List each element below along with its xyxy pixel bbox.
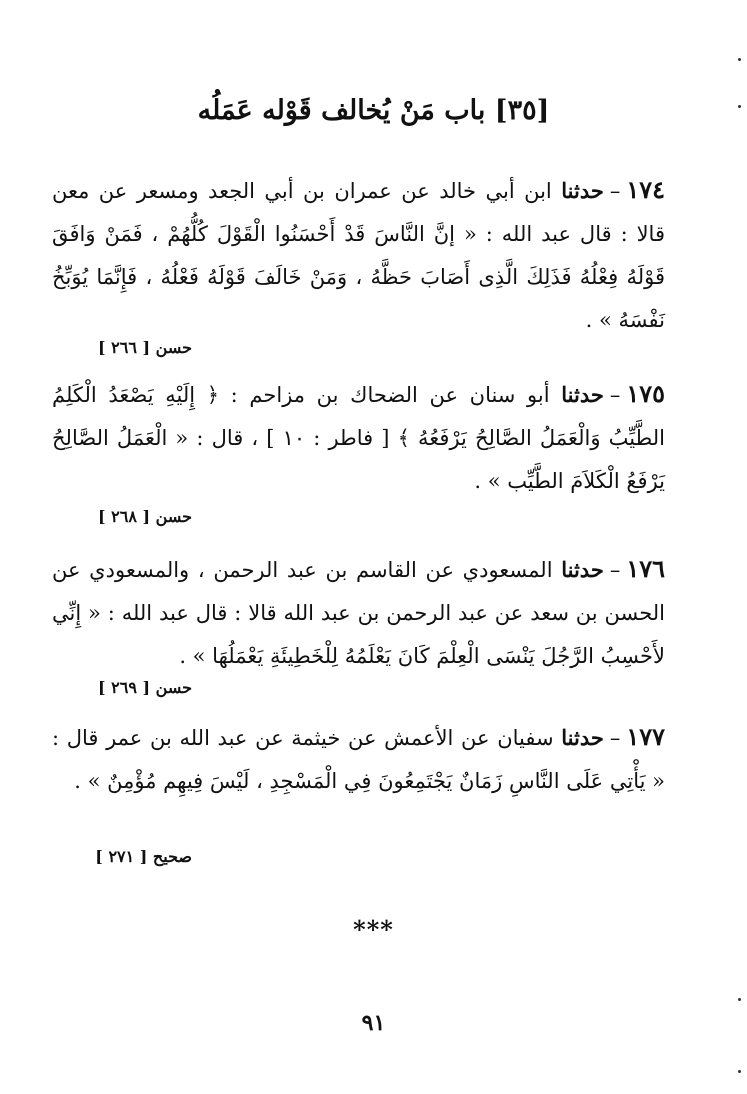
- hadith-grade: حسن [ ٢٦٨ ]: [98, 507, 192, 526]
- hadith-lead: حدثنا: [561, 557, 604, 582]
- hadith-grade: حسن [ ٢٦٩ ]: [98, 678, 192, 697]
- hadith-text: ابن أبي خالد عن عمران بن أبي الجعد ومسعر عن معن قالا : قال عبد الله : « إنَّ النَّاسَ قَدْ أَحْسَنُوا الْقَوْلَ كُلُّهُمْ ، فَمَنْ وَافَقَ قَوْلَهُ فِعْلُهُ فَذَلِكَ الَّذِى أَصَابَ حَظَّهُ ، وَمَنْ خَالَفَ قَوْلَهُ فَعْلُهُ ، فَإِنَّمَا يُوَبِّخُ نَفْسَهُ » .: [52, 179, 665, 332]
- scan-mark: [738, 58, 741, 61]
- scan-mark: [738, 1070, 741, 1073]
- hadith-number: ١٧٦: [626, 554, 665, 583]
- hadith-grade: صحيح [ ٢٧١ ]: [95, 847, 192, 866]
- hadith-177: ١٧٧–حدثنا سفيان عن الأعمش عن خيثمة عن عبد الله بن عمر قال : « يَأْتِي عَلَى النَّاسِ زَمَانٌ يَجْتَمِعُونَ فِي الْمَسْجِدِ ، لَيْسَ فِيهِم مُؤْمِنٌ » .: [52, 722, 665, 793]
- hadith-175: ١٧٥–حدثنا أبو سنان عن الضحاك بن مزاحم : ﴿ إِلَيْهِ يَصْعَدُ الْكَلِمُ الطَّيِّبُ وَالْعَمَلُ الصَّالِحُ يَرْفَعُهُ ﴾ [ فاطر : ١٠ ] ، قال : « الْعَمَلُ الصَّالِحُ يَرْفَعُ الْكَلاَمَ الطَّيِّب » .: [52, 379, 665, 493]
- hadith-lead: حدثنا: [561, 382, 604, 407]
- hadith-text: سفيان عن الأعمش عن خيثمة عن عبد الله بن عمر قال : « يَأْتِي عَلَى النَّاسِ زَمَانٌ يَجْتَمِعُونَ فِي الْمَسْجِدِ ، لَيْسَ فِيهِم مُؤْمِنٌ » .: [52, 726, 665, 793]
- hadith-number: ١٧٥: [626, 379, 665, 408]
- hadith-grade: حسن [ ٢٦٦ ]: [98, 338, 192, 357]
- scan-mark: [738, 105, 741, 108]
- hadith-number: ١٧٤: [626, 175, 665, 204]
- hadith-number: ١٧٧: [626, 722, 665, 751]
- scan-mark: [738, 998, 741, 1001]
- hadith-text: المسعودي عن القاسم بن عبد الرحمن ، والمسعودي عن الحسن بن سعد عن عبد الرحمن بن عبد الله قالا : قال عبد الله : « إِنِّي لأَحْسِبُ الرَّجُلَ يَنْسَى الْعِلْمَ كَانَ يَعْلَمُهُ لِلْخَطِيئَةِ يَعْمَلُهَا » .: [52, 558, 665, 668]
- hadith-lead: حدثنا: [561, 178, 604, 203]
- chapter-title: [٣٥] باب مَنْ يُخالف قَوْله عَمَلُه: [197, 95, 550, 126]
- hadith-176: ١٧٦–حدثنا المسعودي عن القاسم بن عبد الرحمن ، والمسعودي عن الحسن بن سعد عن عبد الرحمن بن عبد الله قالا : قال عبد الله : « إِنِّي لأَحْسِبُ الرَّجُلَ يَنْسَى الْعِلْمَ كَانَ يَعْلَمُهُ لِلْخَطِيئَةِ يَعْمَلُهَا » .: [52, 554, 665, 668]
- hadith-text: أبو سنان عن الضحاك بن مزاحم : ﴿ إِلَيْهِ يَصْعَدُ الْكَلِمُ الطَّيِّبُ وَالْعَمَلُ الصَّالِحُ يَرْفَعُهُ ﴾ [ فاطر : ١٠ ] ، قال : « الْعَمَلُ الصَّالِحُ يَرْفَعُ الْكَلاَمَ الطَّيِّب » .: [52, 383, 665, 493]
- hadith-lead: حدثنا: [561, 725, 604, 750]
- hadith-174: ١٧٤–حدثنا ابن أبي خالد عن عمران بن أبي الجعد ومسعر عن معن قالا : قال عبد الله : « إنَّ النَّاسَ قَدْ أَحْسَنُوا الْقَوْلَ كُلُّهُمْ ، فَمَنْ وَافَقَ قَوْلَهُ فِعْلُهُ فَذَلِكَ الَّذِى أَصَابَ حَظَّهُ ، وَمَنْ خَالَفَ قَوْلَهُ فَعْلُهُ ، فَإِنَّمَا يُوَبِّخُ نَفْسَهُ » .: [52, 175, 665, 332]
- page-number: ٩١: [361, 1010, 386, 1036]
- section-separator: ***: [353, 915, 394, 944]
